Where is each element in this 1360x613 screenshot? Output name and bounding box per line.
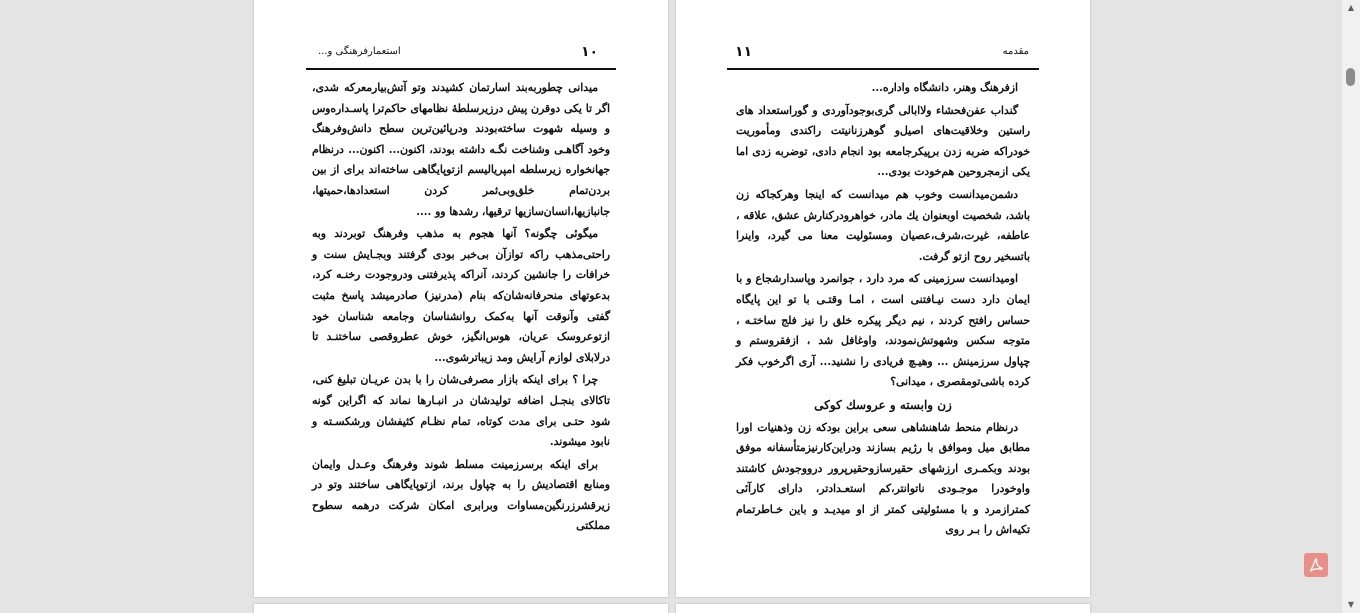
page-body [736,78,1030,543]
page-number: ١١ [735,44,753,60]
paragraph: درنظام منحط شاهنشاهی سعی براین بودکه زن وذهنیات اورا مطابق میل وموافق با رژیم بسازند ودراین‌کارنیزمتأسفانه موفق بودند وبکمـری ارزشهای حقیرسازوحقیرپرور درووجودش کاشتند واوخودرا موجـودی ناتوانتر،کم استعـدادتر، دارای کارآئی کمترازمرد و با مسئولیتی کمتر از او میدیـد و باین خـاطرتمام تکیه‌اش را بـر روی [736,420,1030,537]
paragraph: ازفرهنگ وهنر، دانشگاه واداره... [871,81,1018,94]
running-title: استعمارفرهنگی و... [318,46,401,57]
paragraph: میگوئی چگونه؟ آنها هجوم به مذهب وفرهنگ توبردند وبه راحتی‌مذهب راکه توازآن بی‌خبر بودی گرفتند وبجـایش سنت و خرافات را جانشین کردند، آنراکه پذیرفتنی ودروجودت رخنـه کرد، بدعوتهای منحرفانه‌شان‌که بنام (مدرنیز) صادرمیشد پاسخ مثبت گفتی وآنوقت آنها به‌کمک روانشناسان وجامعه شناسان خود ازتوعروسک عریان، هوس‌انگیز، خوش عطروقصی ساختنـد تا درلابلای لوازم آرایش ومد زیباترشوی... [312,227,610,364]
page-10 [254,0,668,597]
page-header [306,42,616,70]
scroll-up-arrow-icon[interactable]: ▲ [1347,3,1355,12]
scroll-thumb[interactable] [1346,68,1355,86]
page-11 [676,0,1090,597]
pdf-icon[interactable] [1304,553,1328,577]
paragraph: چرا ؟ برای اینکه بازار مصرفی‌شان را با بدن عریـان تبلیغ کنی، تاکالای بنجـل اضافه تولیدشان در انبـارها نماند که اگراین گونه شود حتـی برای مدت کوتاه، تمام نظـام کثیفشان ورشکسـته و نابود میشوند. [312,373,610,449]
running-title: مقدمه [1002,46,1029,57]
section-heading: زن وابسته و عروسك كوكی [814,397,952,412]
next-page-edge [254,604,668,613]
vertical-scrollbar[interactable] [1342,0,1360,613]
next-page-edge [676,604,1090,613]
page-number: ١٠ [581,44,599,60]
pdf-acrobat-glyph [1308,557,1324,573]
page-body [312,78,610,539]
paragraph: گنداب عفن‌فحشاء ولاابالی گری‌بوجودآوردی و گوراستعداد های راستین وخلاقیت‌های اصیل‌و گوهرزنانیتت راکندی ومأموریت خودراکه ضربه زدن برپیکرجامعه بود انجام دادی، توضربه زدی اما یکی ازمجروحین هم‌خودت بودی... [736,103,1030,179]
scroll-down-arrow-icon[interactable]: ▼ [1347,600,1355,609]
paragraph: دشمن‌میدانست وخوب هم میدانست که اینجا وهرکجاکه زن باشد، شخصیت اوبعنوان یك مادر، خواهرودرکنارش عشق، علاقه ، عاطفه، غیرت،شرف،عصیان ومسئولیت معنا می گیرد، واینرا باتسخیر روح ازتو گرفت. [736,187,1030,263]
page-header [727,42,1039,70]
paragraph: برای اینکه برسرزمینت مسلط شوند وفرهنگ وعـدل وایمان ومنابع اقتصادیش را به چپاول برند، ازتوپایگاهی ساختند وتو در زیرقشرزرنگین‌مساوات وبرابری امکان شرکت درهمه سطوح مملکتی [312,457,610,533]
paragraph: اومیدانست سرزمینی که مرد دارد ، جوانمرد وپاسدارشجاع و با ایمان دارد دست نیـافتنی است ، امـا وقتـی با تو این پایگاه حساس رافتح کردند ، نیم دیگر پیکره خلق را نیز فلج ساختـه ، متوجه سکس وشهوتش‌نمودند، واوغافل شد ، ازفقروستم و چپاول سرزمینش ... وهیـچ فریادی را نشنید... آری اگرخوب فکر کرده باشی‌تومقصری ، میدانی؟ [736,272,1030,389]
paragraph: میدانی چطوربه‌بند اسارتمان کشیدند وتو آتش‌بیارمعرکه شدی، اگر تا یکی دوقرن پیش درزیرسلطهٔ نظامهای حاکم‌ترا پاسـداره‌وس و وسیله شهوت ساخته‌بودند ودرپائین‌ترین سطح دانش‌وفرهنگ وخود آگاهـی وشناخت نگـه داشته بودند، اکنون... اکنون... درنظام جهانخواره زیرسلطه امپریالیسم ازتوپایگاهی ساخته‌اند برای از بین‌ بردن‌تمام خلق‌وبی‌ثمر کردن استعدادها،حمیتها، جانبازیها،انسان‌سازیها ترقیها، رشدها وو .... [312,81,610,218]
